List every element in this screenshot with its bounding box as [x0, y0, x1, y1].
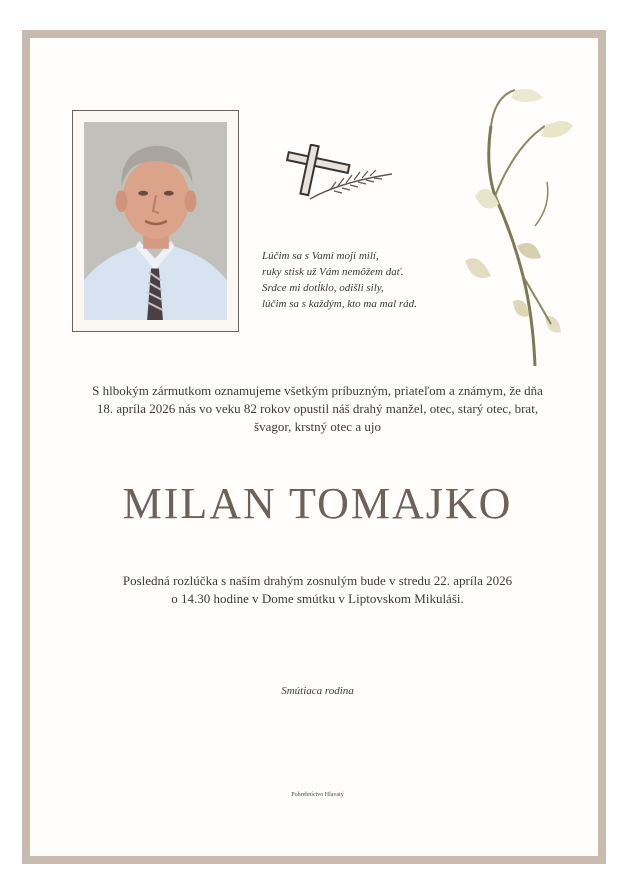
funeral-service-footer: Pohrebníctvo Hlavatý [291, 792, 344, 798]
announcement-line: švagor, krstný otec a ujo [254, 419, 381, 434]
death-announcement [40, 382, 595, 436]
mourning-family-signature: Smútiaca rodina [281, 685, 354, 697]
funeral-line: Posledná rozlúčka s naším drahým zosnulým bude v stredu 22. apríla 2026 [122, 573, 513, 588]
farewell-poem [262, 248, 482, 312]
deceased-name: MILAN TOMAJKO [122, 479, 513, 528]
portrait-photo-frame [72, 110, 239, 332]
funeral-details [40, 572, 595, 608]
poem-line: ruky stisk už Vám nemôžem dať. [262, 266, 404, 278]
funeral-line: o 14.30 hodine v Dome smútku v Liptovskom Mikuláši. [171, 591, 464, 606]
poem-line: Srdce mi dotĺklo, odišli sily, [262, 282, 384, 294]
poem-line: lúčim sa s každým, kto ma mal rád. [262, 298, 417, 310]
lily-flower-decoration-icon [455, 86, 580, 371]
announcement-line: 18. apríla 2026 nás vo veku 82 rokov opustil náš drahý manžel, otec, starý otec, brat, [96, 401, 539, 416]
cross-icon [280, 144, 398, 204]
portrait-photo [84, 122, 227, 320]
poem-line: Lúčim sa s Vami moji milí, [262, 250, 379, 262]
announcement-line: S hlbokým zármutkom oznamujeme všetkým príbuzným, priateľom a známym, že dňa [92, 383, 543, 398]
